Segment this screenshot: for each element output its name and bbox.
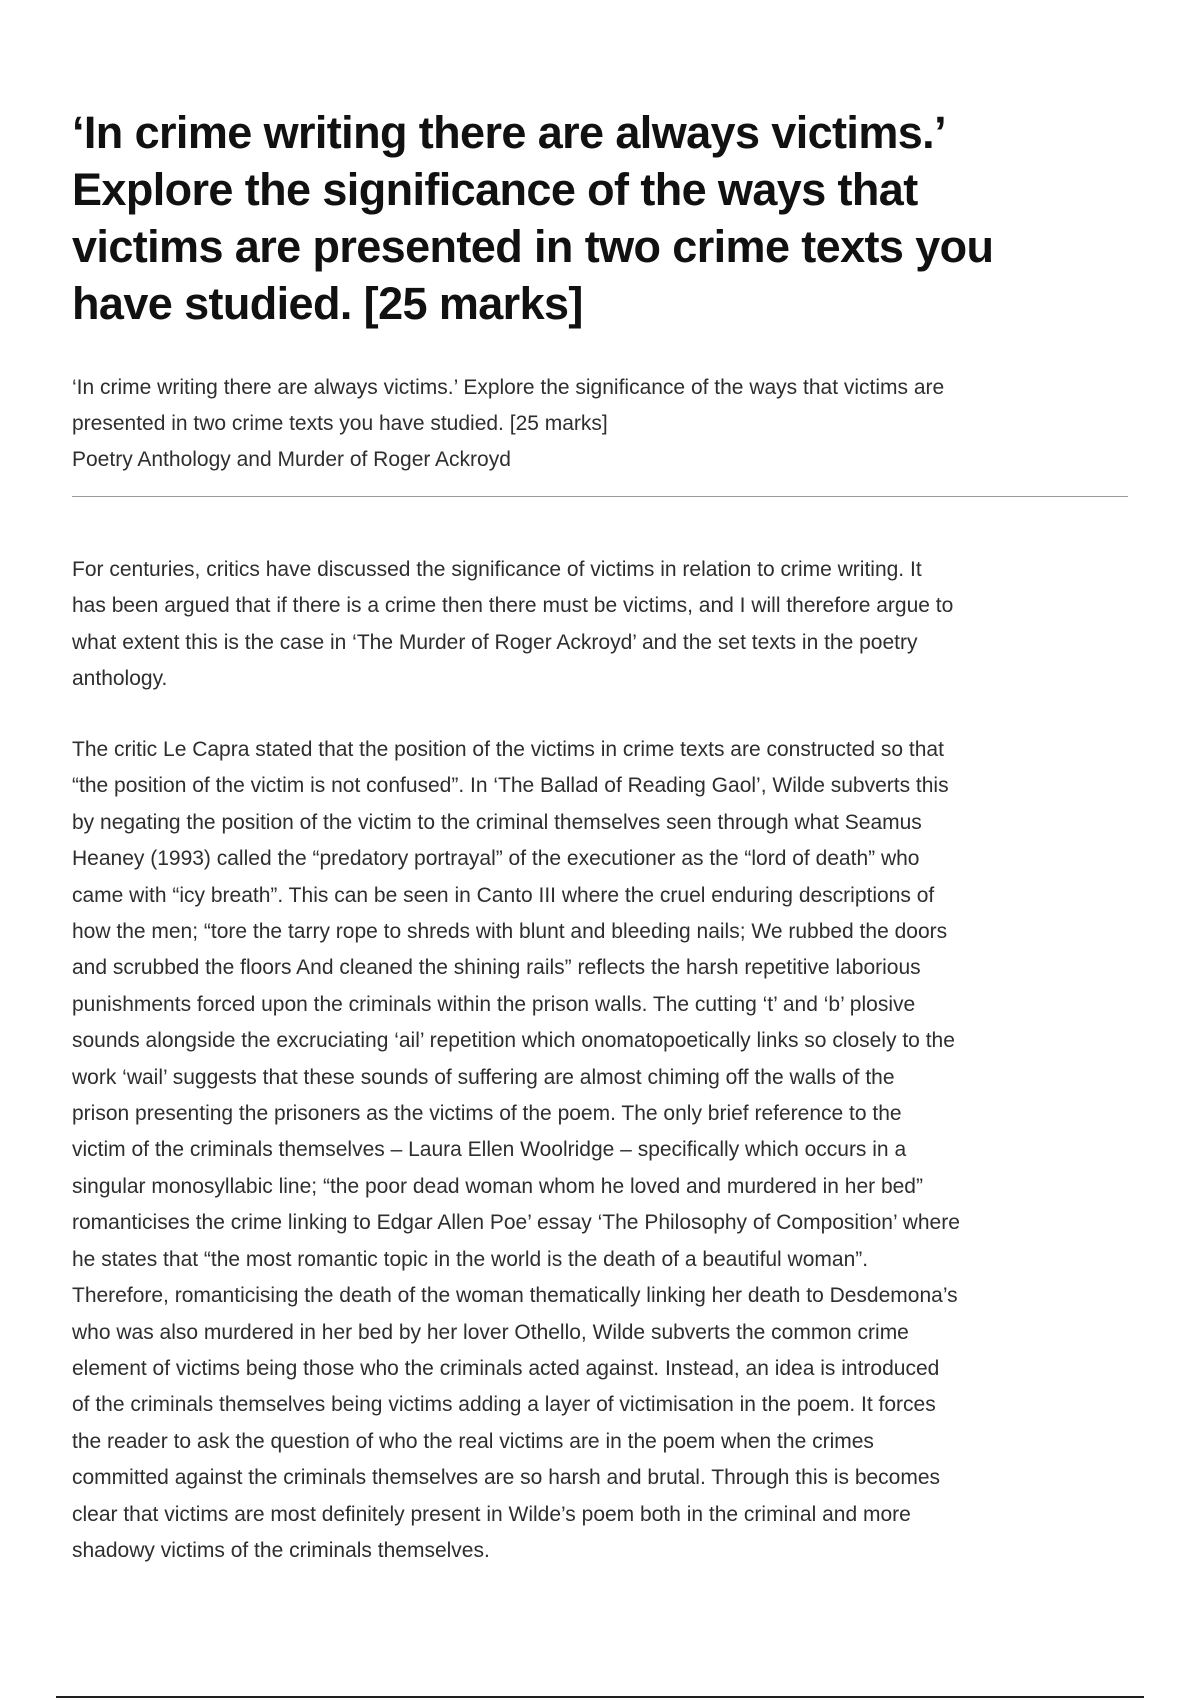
title-line: victims are presented in two crime texts you: [72, 221, 994, 272]
paragraph-line: the reader to ask the question of who the real victims are in the poem when the crimes: [72, 1429, 874, 1453]
paragraph-line: shadowy victims of the criminals themselves.: [72, 1538, 490, 1562]
page-title: [72, 104, 1072, 332]
paragraph-line: romanticises the crime linking to Edgar Allen Poe’ essay ‘The Philosophy of Composition’ where: [72, 1211, 960, 1235]
paragraph-line: “the position of the victim is not confused”. In ‘The Ballad of Reading Gaol’, Wilde subverts this: [72, 774, 949, 798]
title-line: have studied. [25 marks]: [72, 278, 583, 329]
paragraph-line: prison presenting the prisoners as the victims of the poem. The only brief reference to the: [72, 1102, 902, 1126]
title-line: ‘In crime writing there are always victims.’: [72, 107, 946, 158]
paragraph-line: committed against the criminals themselves are so harsh and brutal. Through this is becomes: [72, 1466, 941, 1490]
paragraph-line: element of victims being those who the criminals acted against. Instead, an idea is introduced: [72, 1356, 940, 1380]
paragraph-line: Therefore, romanticising the death of the woman thematically linking her death to Desdemona’s: [72, 1284, 958, 1308]
paragraph-line: he states that “the most romantic topic in the world is the death of a beautiful woman”.: [72, 1247, 869, 1271]
question-summary: [72, 370, 1128, 478]
paragraph-line: by negating the position of the victim to the criminal themselves seen through what Seamus: [72, 810, 922, 834]
paragraph-line: what extent this is the case in ‘The Murder of Roger Ackroyd’ and the set texts in the poetry: [72, 630, 918, 654]
paragraph-line: came with “icy breath”. This can be seen in Canto III where the cruel enduring descriptions of: [72, 883, 935, 907]
paragraph-line: singular monosyllabic line; “the poor dead woman whom he loved and murdered in her bed”: [72, 1174, 923, 1198]
paragraph-line: Heaney (1993) called the “predatory portrayal” of the executioner as the “lord of death” who: [72, 847, 920, 871]
paragraph-line: of the criminals themselves being victims adding a layer of victimisation in the poem. It forces: [72, 1393, 936, 1417]
paragraph-line: has been argued that if there is a crime then there must be victims, and I will therefore argue to: [72, 594, 954, 618]
paragraph-line: victim of the criminals themselves – Laura Ellen Woolridge – specifically which occurs in a: [72, 1138, 907, 1162]
texts-studied-line: Poetry Anthology and Murder of Roger Ackroyd: [72, 448, 511, 471]
introduction-paragraph: [72, 552, 1142, 698]
paragraph-line: punishments forced upon the criminals within the prison walls. The cutting ‘t’ and ‘b’ plosive: [72, 992, 916, 1016]
title-line: Explore the significance of the ways that: [72, 164, 918, 215]
paragraph-line: clear that victims are most definitely present in Wilde’s poem both in the criminal and more: [72, 1502, 911, 1526]
summary-line: presented in two crime texts you have studied. [25 marks]: [72, 412, 608, 435]
paragraph-line: work ‘wail’ suggests that these sounds of suffering are almost chiming off the walls of the: [72, 1065, 895, 1089]
section-divider: [72, 496, 1128, 497]
paragraph-line: The critic Le Capra stated that the position of the victims in crime texts are constructed so that: [72, 738, 944, 761]
paragraph-line: how the men; “tore the tarry rope to shreds with blunt and bleeding nails; We rubbed the doors: [72, 920, 948, 944]
page-footer-rule: [56, 1696, 1144, 1698]
summary-line: ‘In crime writing there are always victims.’ Explore the significance of the ways that victims are: [72, 376, 945, 399]
paragraph-line: who was also murdered in her bed by her lover Othello, Wilde subverts the common crime: [72, 1320, 909, 1344]
paragraph-line: and scrubbed the floors And cleaned the shining rails” reflects the harsh repetitive laborious: [72, 956, 921, 980]
analysis-paragraph: [72, 732, 1142, 1569]
paragraph-line: sounds alongside the excruciating ‘ail’ repetition which onomatopoetically links so closely to the: [72, 1029, 955, 1053]
paragraph-line: For centuries, critics have discussed the significance of victims in relation to crime writing. It: [72, 558, 922, 581]
paragraph-line: anthology.: [72, 667, 168, 691]
